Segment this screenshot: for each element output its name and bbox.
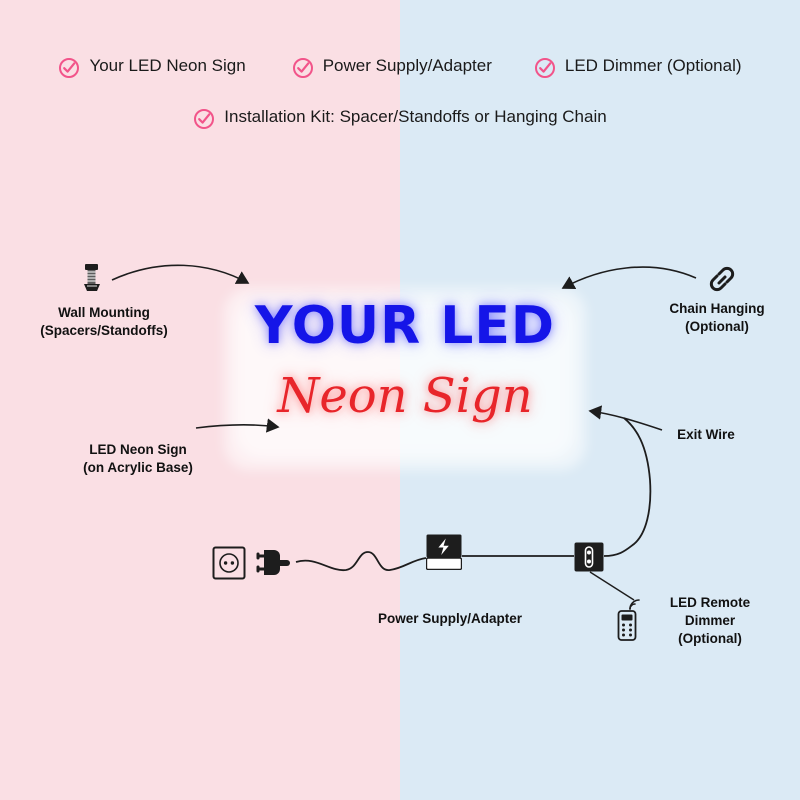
callout-line-1: Power Supply/Adapter xyxy=(377,611,523,626)
checklist-item-led-dimmer xyxy=(534,55,742,84)
callout-line-2: (on Acrylic Base) xyxy=(83,460,193,476)
checklist-label: LED Dimmer (Optional) xyxy=(564,56,742,75)
check-circle-icon xyxy=(292,57,314,84)
callout-line-2: (Spacers/Standoffs) xyxy=(40,323,168,339)
callout-line-1: Wall Mounting xyxy=(58,305,150,320)
callout-line-1: Chain Hanging xyxy=(669,301,765,316)
callout-line-2: (Optional) xyxy=(685,319,749,335)
callout-power-supply-adapter xyxy=(330,610,570,628)
checklist-row-2 xyxy=(0,106,800,135)
dimmer-box-icon xyxy=(574,542,604,577)
callout-line-1: LED Neon Sign xyxy=(89,442,187,457)
screw-bolt-icon xyxy=(78,262,106,305)
checklist-label: Installation Kit: Spacer/Standoffs or Hanging Chain xyxy=(224,107,607,126)
callout-chain-hanging xyxy=(636,300,798,336)
checklist xyxy=(0,55,800,135)
neon-sign-line-1: YOUR LED xyxy=(254,296,556,356)
callout-led-remote-dimmer xyxy=(632,594,788,649)
chain-link-icon xyxy=(706,262,738,301)
callout-line-2: Dimmer xyxy=(684,613,736,629)
check-circle-icon xyxy=(534,57,556,84)
checklist-item-neon-sign xyxy=(58,55,245,84)
check-circle-icon xyxy=(193,108,215,135)
callout-line-3: (Optional) xyxy=(678,631,742,647)
wall-socket-icon xyxy=(212,546,246,585)
neon-sign-line-2: Neon Sign xyxy=(277,368,533,424)
callout-line-1: LED Remote xyxy=(669,595,751,610)
callout-led-neon-sign xyxy=(48,441,228,477)
checklist-label: Power Supply/Adapter xyxy=(322,56,492,75)
callout-exit-wire xyxy=(646,426,766,444)
checklist-item-installation-kit xyxy=(193,106,606,135)
checklist-row-1 xyxy=(0,55,800,84)
power-plug-icon xyxy=(252,540,298,591)
callout-line-1: Exit Wire xyxy=(677,427,735,442)
checklist-item-power-supply xyxy=(292,55,492,84)
adapter-brick-icon xyxy=(426,534,462,575)
checklist-label: Your LED Neon Sign xyxy=(89,56,246,75)
check-circle-icon xyxy=(58,57,80,84)
callout-wall-mounting xyxy=(14,304,194,340)
